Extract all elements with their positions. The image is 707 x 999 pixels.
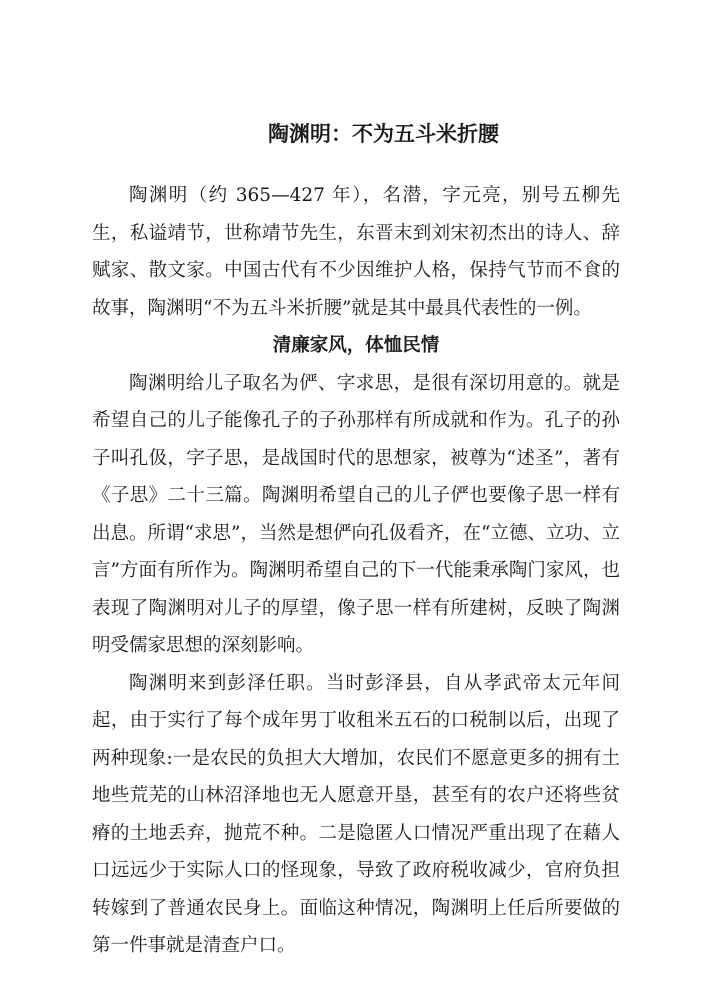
body-paragraph-2: 陶渊明来到彭泽任职。当时彭泽县，自从孝武帝太元年间起，由于实行了每个成年男丁收租米五石的口税制以后，出现了两种现象:一是农民的负担大大增加，农民们不愿意更多的拥有土地些荒芜的山林沼泽地也无人愿意开垦，甚至有的农户还将些贫瘠的土地丢弃，抛荒不种。二是隐匿人口情况严重出现了在藉人口远远少于实际人口的怪现象，导致了政府税收减少，官府负担转嫁到了普通农民身上。面临这种情况，陶渊明上任后所要做的第一件事就是清查户口。 <box>92 672 620 956</box>
section-heading: 清廉家风，体恤民情 <box>272 335 440 356</box>
document-body <box>92 177 620 965</box>
intro-paragraph: 陶渊明（约 365—427 年），名潜，字元亮，别号五柳先生，私谥靖节，世称靖节先生，东晋末到刘宋初杰出的诗人、辞赋家、散文家。中国古代有不少因维护人格，保持气节而不食的故事，陶渊明“不为五斗米折腰”就是其中最具代表性的一例。 <box>92 185 620 319</box>
body-paragraph-1: 陶渊明给儿子取名为俨、字求思，是很有深切用意的。就是希望自己的儿子能像孔子的子孙那样有所成就和作为。孔子的孙子叫孔伋，字子思，是战国时代的思想家，被尊为“述圣”，著有《子思》二十三篇。陶渊明希望自己的儿子俨也要像子思一样有出息。所谓“求思”，当然是想俨向孔伋看齐，在“立德、立功、立言”方面有所作为。陶渊明希望自己的下一代能秉承陶门家风，也表现了陶渊明对儿子的厚望，像子思一样有所建树，反映了陶渊明受儒家思想的深刻影响。 <box>92 372 620 656</box>
document-title: 陶渊明：不为五斗米折腰 <box>268 121 499 146</box>
